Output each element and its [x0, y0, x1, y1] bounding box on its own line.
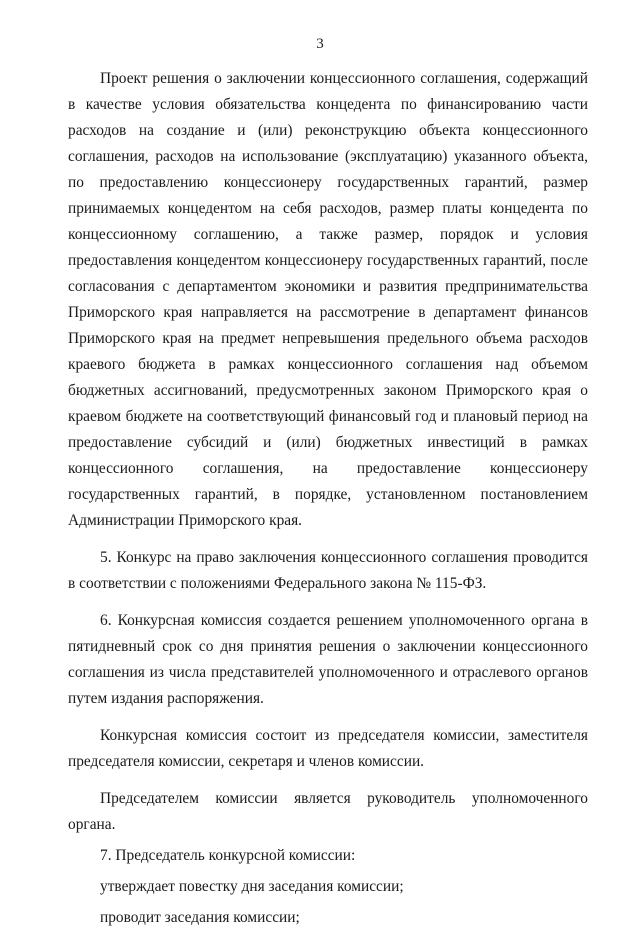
document-body [68, 66, 588, 931]
paragraph-project-decision: Проект решения о заключении концессионного соглашения, содержащий в качестве условия обязательства концедента по финансированию части расходов на создание и (или) реконструкцию объекта концессионного соглашения, расходов на использование (эксплуатацию) указанного объекта, по предоставлению концессионеру государственных гарантий, размер принимаемых концедентом на себя расходов, размер платы концедента по концессионному соглашению, а также размер, порядок и условия предоставления концедентом концессионеру государственных гарантий, после согласования с департаментом экономики и развития предпринимательства Приморского края направляется на рассмотрение в департамент финансов Приморского края на предмет непревышения предельного объема расходов краевого бюджета в рамках концессионного соглашения над объемом бюджетных ассигнований, предусмотренных законом Приморского края о краевом бюджете на соответствующий финансовый год и плановый период на предоставление субсидий и (или) бюджетных инвестиций в рамках концессионного соглашения, на предоставление концессионеру государственных гарантий, в порядке, установленном постановлением Администрации Приморского края. [68, 70, 588, 529]
paragraph-item-6: 6. Конкурсная комиссия создается решением уполномоченного органа в пятидневный срок со дня принятия решения о заключении концессионного соглашения из числа представителей уполномоченного и отраслевого органов путем издания распоряжения. [68, 612, 588, 707]
list-item-approve-agenda: утверждает повестку дня заседания комиссии; [100, 878, 404, 895]
paragraph-item-5: 5. Конкурс на право заключения концессионного соглашения проводится в соответствии с положениями Федерального закона № 115-ФЗ. [68, 549, 588, 592]
list-item-conduct-meetings: проводит заседания комиссии; [100, 909, 300, 926]
page-number: 3 [316, 36, 324, 52]
paragraph-item-7: 7. Председатель конкурсной комиссии: [100, 847, 356, 864]
paragraph-commission-composition: Конкурсная комиссия состоит из председателя комиссии, заместителя председателя комиссии, секретаря и членов комиссии. [68, 727, 588, 770]
paragraph-commission-chair: Председателем комиссии является руководитель уполномоченного органа. [68, 790, 588, 833]
